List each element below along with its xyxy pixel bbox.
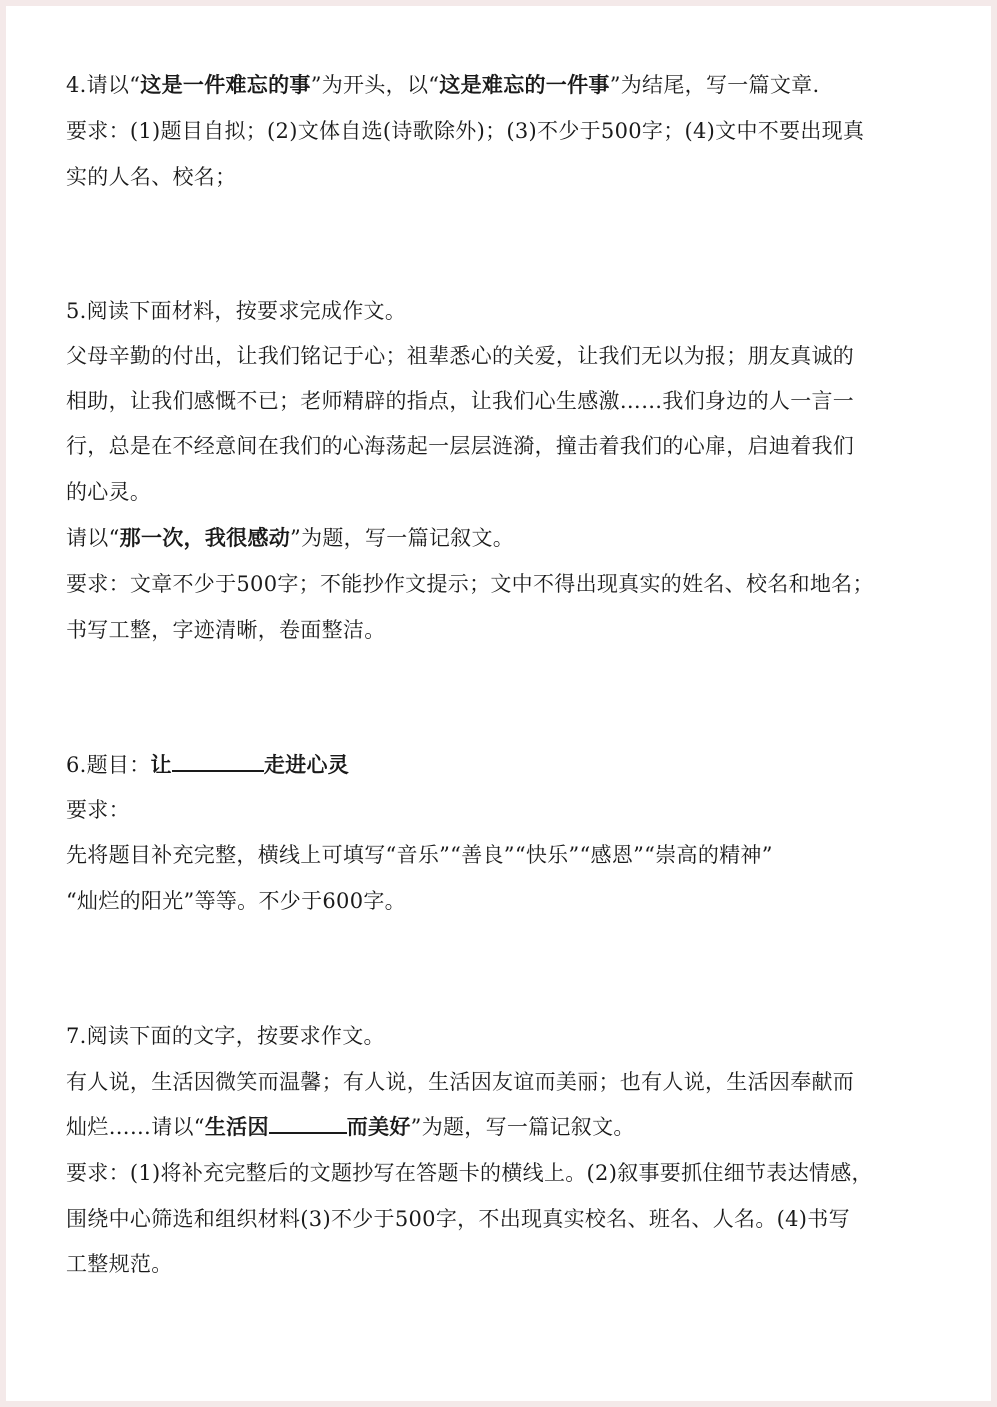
- q5-requirements-line2: 书写工整，字迹清晰，卷面整洁。: [66, 618, 386, 642]
- q6-title-prefix: 6.题目：: [66, 753, 151, 777]
- q4-prompt-line: [66, 70, 819, 100]
- q7-requirements-line1: 要求：(1)将补充完整后的文题抄写在答题卡的横线上。(2)叙事要抓住细节表达情感，: [66, 1161, 873, 1185]
- q4-number: 4.请以: [66, 73, 130, 97]
- quote-mark: “: [129, 73, 141, 97]
- q5-title-suffix: ”为题，写一篇记叙文。: [290, 526, 515, 550]
- q7-fill-blank: [269, 1112, 347, 1134]
- q5-material-line1: 父母辛勤的付出，让我们铭记于心；祖辈悉心的关爱，让我们无以为报；朋友真诚的: [66, 344, 855, 368]
- q7-title-start: 生活因: [204, 1115, 269, 1139]
- q7-requirements-line3: 工整规范。: [66, 1252, 173, 1276]
- q7-requirements-line2: 围绕中心筛选和组织材料(3)不少于500字，不出现真实校名、班名、人名。(4)书写: [66, 1207, 850, 1231]
- q6-requirements-line1: 先将题目补充完整，横线上可填写“音乐”“善良”“快乐”“感恩”“崇高的精神”: [66, 843, 773, 867]
- q5-heading: 5.阅读下面材料，按要求完成作文。: [66, 299, 407, 323]
- q5-material-line4: 的心灵。: [66, 480, 152, 504]
- q7-title-end: 而美好: [346, 1115, 411, 1139]
- q5-title-prefix: 请以“: [66, 526, 120, 550]
- q4-mid-text: ”为开头，以: [310, 73, 429, 97]
- q6-fill-blank: [172, 750, 264, 772]
- q5-essay-title: 那一次，我很感动: [119, 526, 291, 550]
- q7-title-prefix: 灿烂……请以“: [66, 1115, 205, 1139]
- q5-material-line2: 相助，让我们感慨不已；老师精辟的指点，让我们心生感激……我们身边的人一言一: [66, 389, 855, 413]
- q6-title-start: 让: [150, 753, 172, 777]
- quote-mark: “: [428, 73, 440, 97]
- q4-end-text: ”为结尾，写一篇文章.: [609, 73, 820, 97]
- q7-title-line: [66, 1112, 635, 1142]
- q6-requirements-label: 要求：: [66, 798, 130, 822]
- q5-title-line: [66, 523, 514, 553]
- q7-material-line1: 有人说，生活因微笑而温馨；有人说，生活因友谊而美丽；也有人说，生活因奉献而: [66, 1070, 855, 1094]
- q6-title-line: [66, 750, 349, 780]
- q5-material-line3: 行，总是在不经意间在我们的心海荡起一层层涟漪，撞击着我们的心扉，启迪着我们: [66, 434, 855, 458]
- q4-closing-phrase: 这是难忘的一件事: [439, 73, 610, 97]
- document-page: [6, 6, 991, 1401]
- q7-title-suffix: ”为题，写一篇记叙文。: [410, 1115, 635, 1139]
- q6-title-end: 走进心灵: [263, 753, 350, 777]
- q4-opening-phrase: 这是一件难忘的事: [140, 73, 311, 97]
- q6-requirements-line2: “灿烂的阳光”等等。不少于600字。: [66, 889, 406, 913]
- q4-requirements-line2: 实的人名、校名；: [66, 165, 237, 189]
- q4-requirements-line1: 要求：(1)题目自拟；(2)文体自选(诗歌除外)；(3)不少于500字；(4)文中不要出现真: [66, 119, 865, 143]
- q5-requirements-line1: 要求：文章不少于500字；不能抄作文提示；文中不得出现真实的姓名、校名和地名；: [66, 572, 874, 596]
- q7-heading: 7.阅读下面的文字，按要求作文。: [66, 1024, 385, 1048]
